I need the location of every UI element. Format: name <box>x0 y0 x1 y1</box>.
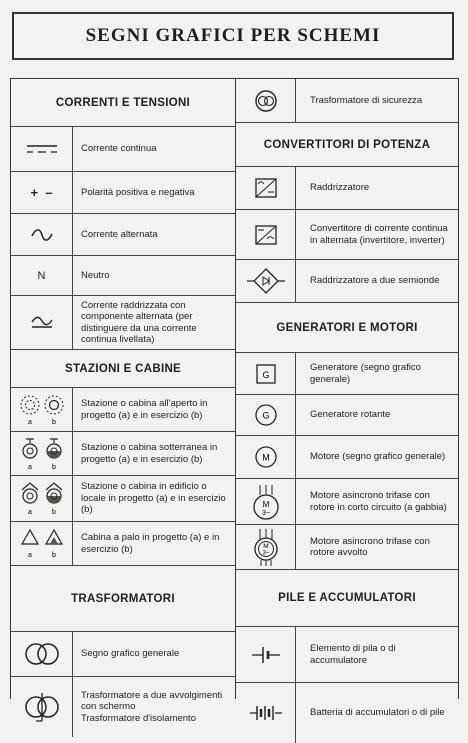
section-header-correnti: CORRENTI E TENSIONI <box>11 79 235 127</box>
transformer-icon <box>11 632 73 676</box>
page-title: SEGNI GRAFICI PER SCHEMI <box>85 25 381 46</box>
svg-text:b: b <box>51 508 56 516</box>
row-trasformatore-generale: Segno grafico generale <box>11 632 235 677</box>
row-corrente-raddrizzata: Corrente raddrizzata con componente alternata (per distinguere da una corrente continua livellata) <box>11 296 235 350</box>
wound-rotor-motor-icon <box>236 525 296 569</box>
underground-station-icon <box>11 432 73 475</box>
inverter-icon <box>236 210 296 259</box>
svg-text:3~: 3~ <box>262 550 269 557</box>
row-generatore: G Generatore (segno grafico generale) <box>236 353 458 395</box>
row-elemento-pila: Elemento di pila o di accumulatore <box>236 627 458 683</box>
neutral-icon: N <box>11 256 73 295</box>
row-convertitore: Convertitore di corrente continua in alternata (invertitore, inverter) <box>236 210 458 260</box>
svg-text:b: b <box>51 418 56 426</box>
svg-text:M: M <box>261 452 270 463</box>
row-motore-avvolto: M 3~ Motore asincrono trifase con rotore avvolto <box>236 525 458 570</box>
building-station-icon <box>11 476 73 521</box>
row-motore: M Motore (segno grafico generale) <box>236 436 458 479</box>
row-cabina-palo: a b Cabina a palo in progetto (a) e in esercizio (b) <box>11 522 235 566</box>
row-stazione-sotterranea: a b Stazione o cabina sotterranea in progetto (a) e in esercizio (b) <box>11 432 235 476</box>
section-header-generatori: GENERATORI E MOTORI <box>236 303 458 353</box>
alternating-current-icon <box>11 214 73 255</box>
svg-text:a: a <box>27 418 32 426</box>
svg-text:a: a <box>27 463 32 471</box>
section-header-trasformatori: TRASFORMATORI <box>11 566 235 632</box>
section-header-convertitori: CONVERTITORI DI POTENZA <box>236 123 458 167</box>
svg-text:b: b <box>51 463 56 471</box>
row-motore-gabbia: M 3~ Motore asincrono trifase con rotore in corto circuito (a gabbia) <box>236 479 458 525</box>
svg-text:G: G <box>261 410 270 421</box>
rectifier-icon <box>236 167 296 209</box>
svg-text:M: M <box>262 499 269 509</box>
polarity-icon: + – <box>11 172 73 213</box>
generator-icon <box>236 353 296 394</box>
row-corrente-continua: Corrente continua <box>11 127 235 172</box>
row-raddrizzatore-due-semionde: Raddrizzatore a due semionde <box>236 260 458 303</box>
safety-transformer-icon <box>236 79 296 122</box>
direct-current-icon <box>11 127 73 171</box>
svg-text:G: G <box>261 369 270 380</box>
pole-cabin-icon <box>11 522 73 565</box>
svg-text:M: M <box>262 543 269 550</box>
row-batteria: Batteria di accumulatori o di pile <box>236 683 458 743</box>
row-trasformatore-sicurezza: Trasformatore di sicurezza <box>236 79 458 123</box>
bridge-rectifier-icon <box>236 260 296 302</box>
section-header-stazioni: STAZIONI E CABINE <box>11 350 235 388</box>
row-corrente-alternata: Corrente alternata <box>11 214 235 256</box>
row-neutro: N Neutro <box>11 256 235 296</box>
svg-text:b: b <box>51 551 56 559</box>
battery-cell-icon <box>236 627 296 682</box>
svg-text:3~: 3~ <box>261 509 270 517</box>
battery-icon <box>236 683 296 743</box>
svg-text:a: a <box>27 508 32 516</box>
left-column <box>10 78 236 724</box>
open-air-station-icon <box>11 388 73 431</box>
shielded-transformer-icon <box>11 677 73 737</box>
rectified-current-icon <box>11 296 73 349</box>
row-stazione-aperto: a b Stazione o cabina all'aperto in progetto (a) e in esercizio (b) <box>11 388 235 432</box>
row-stazione-edificio: a b Stazione o cabina in edificio o locale in progetto (a) e in esercizio (b) <box>11 476 235 522</box>
row-polarita: + – Polarità positiva e negativa <box>11 172 235 214</box>
rotating-generator-icon <box>236 395 296 435</box>
right-column <box>235 78 459 719</box>
row-trasformatore-schermo: Trasformatore a due avvolgimenti con schermo Trasformatore d'isolamento <box>11 677 235 737</box>
row-generatore-rotante: G Generatore rotante <box>236 395 458 436</box>
row-raddrizzatore: Raddrizzatore <box>236 167 458 210</box>
motor-icon <box>236 436 296 478</box>
title-box <box>12 12 454 60</box>
svg-text:a: a <box>27 551 32 559</box>
section-header-pile: PILE E ACCUMULATORI <box>236 570 458 627</box>
squirrel-cage-motor-icon <box>236 479 296 524</box>
